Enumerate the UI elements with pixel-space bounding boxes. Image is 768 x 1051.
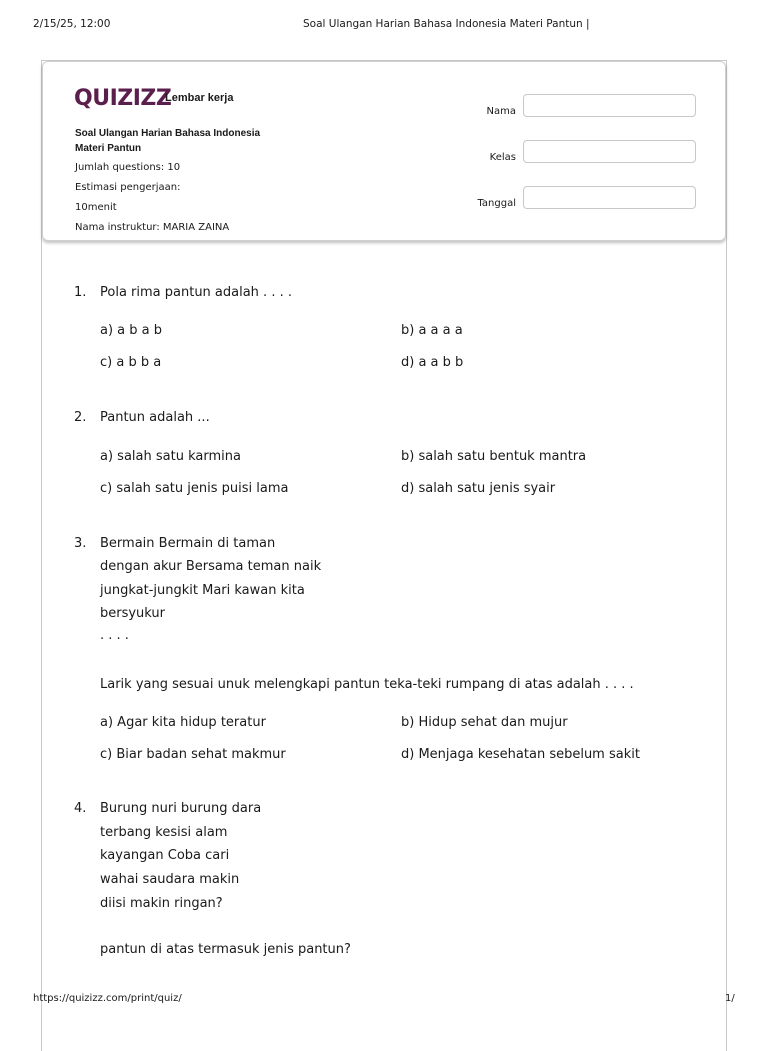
quiz-title (75, 126, 295, 156)
class-field[interactable] (523, 140, 696, 163)
name-field[interactable] (523, 94, 696, 117)
question-line: bersyukur (100, 606, 166, 621)
option-b: b) salah satu bentuk mantra (401, 449, 587, 464)
print-header (0, 18, 768, 32)
option-a: a) Agar kita hidup teratur (100, 715, 266, 730)
option-d: d) a a b b (401, 355, 464, 370)
question-line: dengan akur Bersama teman naik (100, 559, 322, 574)
option-c: c) salah satu jenis puisi lama (100, 481, 289, 496)
print-url[interactable]: https://quizizz.com/print/quiz/ (33, 993, 182, 1004)
question-number: 3. (74, 536, 87, 551)
quiz-title-line1: Soal Ulangan Harian Bahasa Indonesia (75, 128, 261, 139)
question-line: diisi makin ringan? (100, 896, 223, 911)
worksheet-label: Lembar kerja (165, 92, 234, 104)
question-number: 2. (74, 410, 87, 425)
question-line: Bermain Bermain di taman (100, 536, 276, 551)
question-text: Pantun adalah ... (100, 410, 210, 425)
date-field[interactable] (523, 186, 696, 209)
question-number: 4. (74, 801, 87, 816)
question-line: . . . . (100, 628, 129, 643)
question-number: 1. (74, 285, 87, 300)
question-prompt: Larik yang sesuai unuk melengkapi pantun teka-teki rumpang di atas adalah . . . . (100, 677, 634, 692)
print-footer (0, 993, 768, 1007)
question-line: wahai saudara makin (100, 872, 240, 887)
question-line: kayangan Coba cari (100, 848, 230, 863)
questions-count: Jumlah questions: 10 (75, 162, 181, 173)
class-label: Kelas (489, 152, 516, 163)
option-b: b) a a a a (401, 323, 463, 338)
instructor: Nama instruktur: MARIA ZAINA (75, 222, 230, 233)
option-c: c) Biar badan sehat makmur (100, 747, 286, 762)
option-d: d) salah satu jenis syair (401, 481, 556, 496)
question-line: Burung nuri burung dara (100, 801, 262, 816)
question-line: terbang kesisi alam (100, 825, 228, 840)
quiz-title-line2: Materi Pantun (75, 143, 142, 154)
date-label: Tanggal (477, 198, 516, 209)
option-a: a) salah satu karmina (100, 449, 241, 464)
question-line: jungkat-jungkit Mari kawan kita (100, 583, 305, 598)
page-number: 1/ (725, 993, 735, 1004)
option-a: a) a b a b (100, 323, 163, 338)
print-title: Soal Ulangan Harian Bahasa Indonesia Materi Pantun | (303, 18, 590, 30)
option-c: c) a b b a (100, 355, 162, 370)
print-date: 2/15/25, 12:00 (33, 18, 111, 30)
question-prompt: pantun di atas termasuk jenis pantun? (100, 942, 351, 957)
quizizz-logo: QUIZIZZ (74, 86, 172, 111)
option-b: b) Hidup sehat dan mujur (401, 715, 568, 730)
question-text: Pola rima pantun adalah . . . . (100, 285, 292, 300)
option-d: d) Menjaga kesehatan sebelum sakit (401, 747, 640, 762)
name-label: Nama (486, 106, 516, 117)
estimate-label: Estimasi pengerjaan: (75, 182, 181, 193)
estimate-value: 10menit (75, 202, 117, 213)
worksheet-header-card (42, 61, 726, 241)
